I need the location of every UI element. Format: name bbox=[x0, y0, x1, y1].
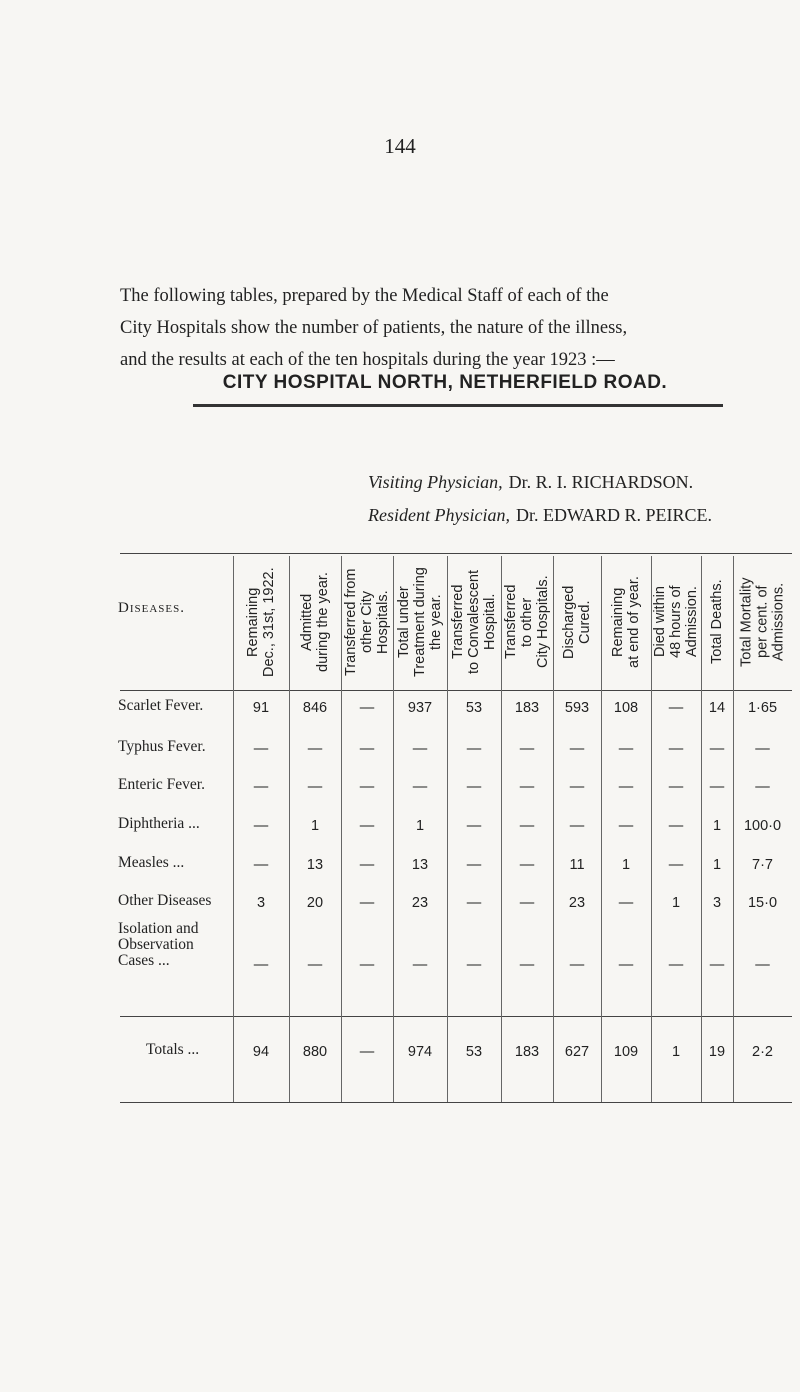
table-cell: — bbox=[618, 895, 634, 911]
table-cell: — bbox=[569, 818, 585, 834]
column-header: Total Mortality per cent. of Admissions. bbox=[738, 577, 787, 667]
column-header: Remaining Dec., 31st, 1922. bbox=[245, 567, 277, 677]
totals-cell: 1 bbox=[671, 1044, 681, 1060]
table-cell: 23 bbox=[568, 895, 586, 911]
intro-line: and the results at each of the ten hospitals during the year 1923 :— bbox=[120, 350, 615, 370]
intro-line: The following tables, prepared by the Medical Staff of each of the bbox=[120, 286, 609, 306]
page-number: 144 bbox=[384, 134, 416, 158]
table-cell: — bbox=[569, 779, 585, 795]
table-cell: 1 bbox=[415, 818, 425, 834]
table-cell: — bbox=[618, 957, 634, 973]
column-header: Transferred from other City Hospitals. bbox=[343, 568, 391, 676]
totals-cell: 183 bbox=[514, 1044, 540, 1060]
row-label: Diphtheria ... bbox=[118, 815, 200, 832]
visiting-physician bbox=[368, 472, 693, 493]
table-cell: — bbox=[709, 957, 725, 973]
table-cell: — bbox=[709, 741, 725, 757]
table-cell: 846 bbox=[302, 700, 328, 716]
table-cell: — bbox=[412, 741, 428, 757]
table-cell: 100·0 bbox=[743, 818, 782, 834]
table-cell: 3 bbox=[256, 895, 266, 911]
table-cell: — bbox=[307, 779, 323, 795]
table-cell: — bbox=[709, 779, 725, 795]
table-cell: — bbox=[668, 779, 684, 795]
table-cell: 937 bbox=[407, 700, 433, 716]
totals-cell: 19 bbox=[708, 1044, 726, 1060]
table-cell: — bbox=[668, 700, 684, 716]
table-cell: — bbox=[618, 741, 634, 757]
table-cell: — bbox=[359, 818, 375, 834]
column-header: Transferred to other City Hospitals. bbox=[503, 575, 551, 669]
column-header: Died within 48 hours of Admission. bbox=[652, 585, 700, 659]
table-cell: — bbox=[412, 779, 428, 795]
table-cell: — bbox=[466, 741, 482, 757]
table-cell: 183 bbox=[514, 700, 540, 716]
table-cell: — bbox=[253, 818, 269, 834]
table-cell: — bbox=[618, 818, 634, 834]
totals-cell: 627 bbox=[564, 1044, 590, 1060]
totals-cell: 109 bbox=[613, 1044, 639, 1060]
table-cell: — bbox=[466, 779, 482, 795]
table-cell: 14 bbox=[708, 700, 726, 716]
table-cell: — bbox=[755, 741, 770, 757]
column-header: Admitted during the year. bbox=[299, 572, 331, 672]
visiting-role: Visiting Physician, bbox=[368, 472, 503, 492]
table-cell: — bbox=[253, 857, 269, 873]
table-cell: — bbox=[519, 857, 535, 873]
table-cell: — bbox=[668, 741, 684, 757]
table-cell: — bbox=[466, 895, 482, 911]
totals-cell: — bbox=[359, 1044, 375, 1060]
table-cell: — bbox=[253, 957, 269, 973]
table-cell: 108 bbox=[613, 700, 639, 716]
table-rule bbox=[120, 1102, 792, 1103]
resident-name: Dr. EDWARD R. PEIRCE. bbox=[515, 505, 712, 525]
totals-cell: 880 bbox=[302, 1044, 328, 1060]
table-cell: 23 bbox=[411, 895, 429, 911]
table-cell: 1 bbox=[310, 818, 320, 834]
row-label: Measles ... bbox=[118, 854, 185, 871]
totals-cell: 53 bbox=[465, 1044, 483, 1060]
column-header: Remaining at end of year. bbox=[610, 576, 642, 668]
table-cell: — bbox=[466, 857, 482, 873]
table-cell: 1 bbox=[671, 895, 681, 911]
table-cell: — bbox=[307, 741, 323, 757]
table-cell: — bbox=[519, 957, 535, 973]
table-cell: — bbox=[569, 957, 585, 973]
table-cell: 15·0 bbox=[747, 895, 778, 911]
table-cell: — bbox=[519, 779, 535, 795]
totals-cell: 974 bbox=[407, 1044, 433, 1060]
table-cell: — bbox=[359, 895, 375, 911]
table-cell: — bbox=[307, 957, 323, 973]
resident-role: Resident Physician, bbox=[368, 505, 510, 525]
table-cell: 3 bbox=[712, 895, 722, 911]
table-rule bbox=[120, 690, 792, 691]
table-rule bbox=[120, 553, 792, 554]
table-cell: 1 bbox=[712, 857, 722, 873]
row-label: Isolation and Observation Cases ... bbox=[118, 920, 199, 969]
table-cell: — bbox=[618, 779, 634, 795]
table-cell: — bbox=[253, 741, 269, 757]
table-cell: 1 bbox=[621, 857, 631, 873]
table-cell: — bbox=[755, 779, 770, 795]
table-cell: — bbox=[569, 741, 585, 757]
table-cell: — bbox=[359, 857, 375, 873]
table-cell: 593 bbox=[564, 700, 590, 716]
table-cell: 7·7 bbox=[752, 857, 773, 873]
hospital-title: CITY HOSPITAL NORTH, NETHERFIELD ROAD. bbox=[222, 372, 668, 393]
table-cell: 13 bbox=[411, 857, 429, 873]
row-label: Scarlet Fever. bbox=[118, 697, 204, 714]
column-header: Total under Treatment during the year. bbox=[396, 567, 444, 677]
table-cell: — bbox=[359, 779, 375, 795]
table-cell: 91 bbox=[252, 700, 270, 716]
table-rule bbox=[120, 1016, 792, 1017]
table-cell: — bbox=[668, 957, 684, 973]
totals-cell: 2·2 bbox=[752, 1044, 773, 1060]
row-label: Typhus Fever. bbox=[118, 738, 206, 755]
diseases-header: Diseases. bbox=[118, 600, 185, 616]
table-cell: — bbox=[359, 741, 375, 757]
table-cell: 20 bbox=[306, 895, 324, 911]
table-cell: 1·65 bbox=[747, 700, 778, 716]
column-header: Transferred to Convalescent Hospital. bbox=[450, 570, 498, 674]
column-header: Total Deaths. bbox=[709, 579, 725, 665]
table-cell: 11 bbox=[569, 857, 585, 873]
table-cell: — bbox=[668, 857, 684, 873]
table-cell: — bbox=[253, 779, 269, 795]
table-cell: — bbox=[466, 957, 482, 973]
visiting-name: Dr. R. I. RICHARDSON. bbox=[508, 472, 694, 492]
totals-label: Totals ... bbox=[146, 1041, 200, 1058]
title-rule bbox=[193, 404, 723, 407]
table-cell: — bbox=[412, 957, 428, 973]
row-label: Other Diseases bbox=[118, 892, 212, 909]
table-cell: 1 bbox=[712, 818, 722, 834]
table-cell: — bbox=[519, 818, 535, 834]
resident-physician bbox=[368, 505, 712, 526]
table-cell: — bbox=[668, 818, 684, 834]
table-cell: — bbox=[755, 957, 770, 973]
intro-paragraph bbox=[120, 280, 770, 376]
row-label: Enteric Fever. bbox=[118, 776, 205, 793]
column-header: Discharged Cured. bbox=[561, 585, 593, 659]
table-cell: — bbox=[466, 818, 482, 834]
table-cell: 53 bbox=[465, 700, 483, 716]
table-cell: — bbox=[519, 741, 535, 757]
table-cell: — bbox=[359, 957, 375, 973]
table-cell: — bbox=[359, 700, 375, 716]
totals-cell: 94 bbox=[252, 1044, 270, 1060]
intro-line: City Hospitals show the number of patients, the nature of the illness, bbox=[120, 318, 628, 338]
table-cell: 13 bbox=[306, 857, 324, 873]
table-cell: — bbox=[519, 895, 535, 911]
